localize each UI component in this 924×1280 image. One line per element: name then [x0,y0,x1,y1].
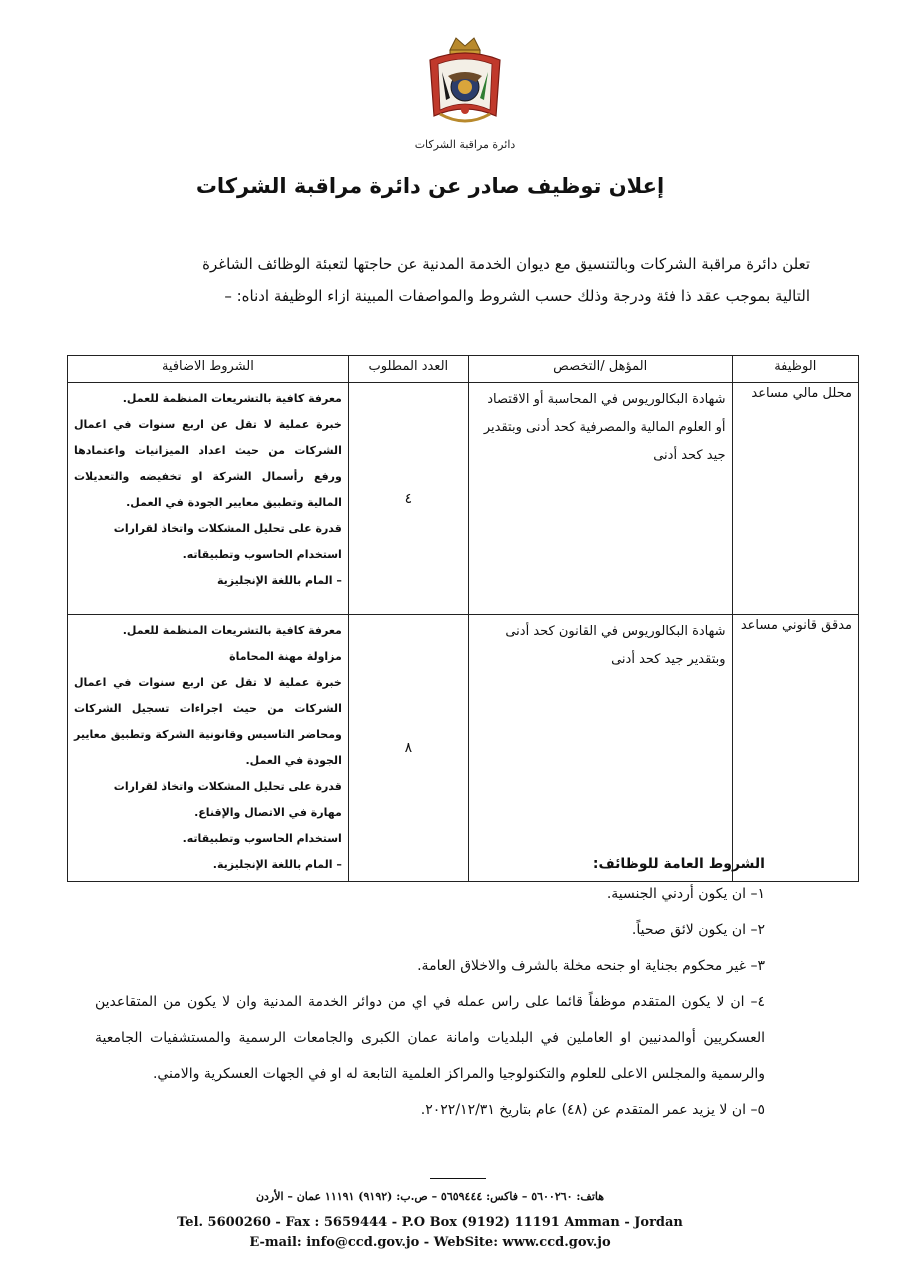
general-conditions-list [95,876,765,1128]
page-title: إعلان توظيف صادر عن دائرة مراقبة الشركات [195,174,665,198]
list-item: ٥– ان لا يزيد عمر المتقدم عن (٤٨) عام بتاريخ ٢٠٢٢/١٢/٣١. [420,1102,765,1118]
condition-item: استخدام الحاسوب وتطبيقاته. [182,832,342,845]
general-conditions-heading: الشروط العامة للوظائف: [592,856,765,872]
condition-item: مزاولة مهنة المحاماة [229,650,342,663]
logo-caption: دائرة مراقبة الشركات [414,138,516,151]
list-item: ٤– ان لا يكون المتقدم موظفاً قائما على راس عمله في اي من دوائر الخدمة المدنية وان لا يكون من المتقاعدين العسكريين أوالمدنيين او العاملين في البلديات وامانة عمان الكبرى والجامعات الرسمية والمستشفيات الجامعية والرسمية والمجلس الاعلى للعلوم والتكنولوجيا والمراكز العلمية التابعة له او في الجهات العسكرية والامني. [95,994,765,1082]
condition-item: خبرة عملية لا تقل عن اربع سنوات في اعمال الشركات من حيث اجراءات تسجيل الشركات ومحاضر التاسيس وقانونية الشركة وتطبيق معايير الجودة في العمل. [74,676,342,767]
header-extra-conditions: الشروط الاضافية [68,356,349,383]
condition-item: – المام باللغة الإنجليزية. [212,858,342,871]
condition-item: معرفة كافية بالتشريعات المنظمة للعمل. [122,392,342,405]
condition-item: – المام باللغة الإنجليزية [216,574,342,587]
required-count: ٤ [348,383,468,615]
header-qualification: المؤهل /التخصص [468,356,732,383]
intro-line-2: التالية بموجب عقد ذا فئة ودرجة وذلك حسب الشروط والمواصفات المبينة ازاء الوظيفة ادناه: – [224,287,810,305]
table-header-row [68,356,859,383]
required-count: ٨ [348,615,468,882]
condition-item: خبرة عملية لا تقل عن اربع سنوات في اعمال الشركات من حيث اعداد الميزانيات واعتمادها ورفع رأسمال الشركة او تخفيضه والتعديلات المالية وتطبيق معايير الجودة في العمل. [74,418,342,509]
header-job: الوظيفة [732,356,858,383]
extra-conditions [68,615,349,882]
footer-divider [430,1178,486,1179]
condition-item: مهارة في الاتصال والإقناع. [194,806,342,819]
job-title: مدقق قانوني مساعد [732,615,858,882]
footer [150,1190,710,1253]
jobs-table [67,355,859,882]
condition-item: قدرة على تحليل المشكلات واتخاذ لقرارات [113,780,342,793]
footer-web-contact: E-mail: info@ccd.gov.jo - WebSite: www.ccd.gov.jo [249,1235,611,1250]
condition-item: معرفة كافية بالتشريعات المنظمة للعمل. [122,624,342,637]
table-row [68,615,859,882]
intro-paragraph [110,248,810,312]
qualification: شهادة البكالوريوس في المحاسبة أو الاقتصاد أو العلوم المالية والمصرفية كحد أدنى وبتقدير جيد كحد أدنى [468,383,732,615]
extra-conditions [68,383,349,615]
intro-line-1: تعلن دائرة مراقبة الشركات وبالتنسيق مع ديوان الخدمة المدنية عن حاجتها لتعبئة الوظائف الشاغرة [202,255,810,273]
list-item: ٣– غير محكوم بجناية او جنحه مخلة بالشرف والاخلاق العامة. [417,958,765,974]
list-item: ٢– ان يكون لائق صحياً. [631,922,765,938]
jordan-emblem-icon [420,32,510,132]
condition-item: استخدام الحاسوب وتطبيقاته. [182,548,342,561]
qualification: شهادة البكالوريوس في القانون كحد أدنى وبتقدير جيد كحد أدنى [468,615,732,882]
table-row [68,383,859,615]
header-count: العدد المطلوب [348,356,468,383]
list-item: ١– ان يكون أردني الجنسية. [606,886,765,902]
footer-arabic-contact: هاتف: ٥٦٠٠٢٦٠ – فاكس: ٥٦٥٩٤٤٤ – ص.ب: (٩١٩٢) ١١١٩١ عمان – الأردن [255,1190,605,1203]
job-title: محلل مالي مساعد [732,383,858,615]
general-conditions [95,856,765,1128]
condition-item: قدرة على تحليل المشكلات واتخاذ لقرارات [113,522,342,535]
footer-english-contact: Tel. 5600260 - Fax : 5659444 - P.O Box (9192) 11191 Amman - Jordan [177,1215,683,1230]
